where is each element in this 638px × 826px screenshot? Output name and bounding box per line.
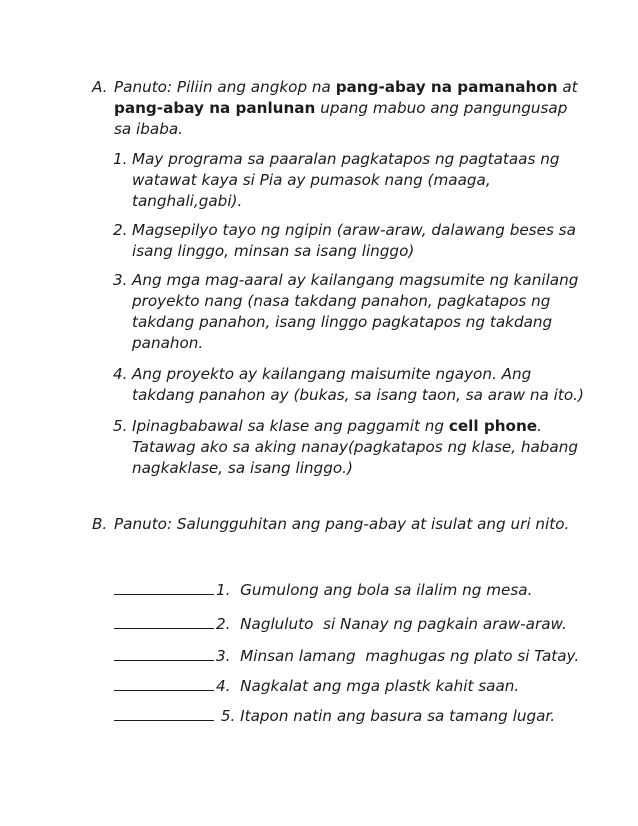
part-b-item-4-text: Nagkalat ang mga plastk kahit saan. [230,677,520,695]
part-a-item-2-number: 2. [113,221,128,239]
part-b-item-5 [114,706,555,727]
answer-blank-3[interactable] [114,646,214,661]
part-b-instruction: Panuto: Salungguhitan ang pang-abay at isulat ang uri nito. [114,515,570,533]
part-b-item-2-number: 2. [216,615,231,633]
part-a-item-1-text: May programa sa paaralan pagkatapos ng pagtataas ng watawat kaya si Pia ay pumasok nang (maaga, tanghali,gabi). [132,150,560,210]
part-a-item-4-text: Ang proyekto ay kailangang maisumite ngayon. Ang takdang panahon ay (bukas, sa isang taon, sa araw na ito.) [132,365,584,404]
part-a-item-1-number: 1. [113,150,128,168]
answer-blank-1[interactable] [114,580,214,595]
part-b-letter: B. [92,515,108,533]
part-a-item-5-text [132,416,584,479]
part-a-item-5-post: . Tatawag ako sa aking nanay(pagkatapos ng klase, habang nagkaklase, sa isang linggo.) [132,417,579,477]
part-b-item-3-text: Minsan lamang maghugas ng plato si Tatay. [230,647,580,665]
part-a-instr-mid: at [557,78,578,96]
part-a-item-3-number: 3. [113,271,128,289]
part-b-item-1-text: Gumulong ang bola sa ilalim ng mesa. [230,581,533,599]
part-b-item-5-text: Itapon natin ang basura sa tamang lugar. [235,707,556,725]
part-b-item-4 [114,676,519,697]
part-b-item-2-text: Nagluluto si Nanay ng pagkain araw-araw. [230,615,567,633]
answer-blank-5[interactable] [114,706,214,721]
bold-pang-abay-pamanahon: pang-abay na pamanahon [335,78,558,96]
part-b-item-3 [114,646,579,667]
answer-blank-2[interactable] [114,614,214,629]
part-b-item-4-number: 4. [216,677,231,695]
part-a-item-2-text: Magsepilyo tayo ng ngipin (araw-araw, dalawang beses sa isang linggo, minsan sa isang linggo) [132,221,576,260]
answer-blank-4[interactable] [114,676,214,691]
part-a-item-4-number: 4. [113,365,128,383]
part-a-instr-post: upang mabuo ang pangungusap sa ibaba. [114,99,568,138]
bold-cell-phone: cell phone [448,417,538,435]
part-a-instr-pre: Panuto: Piliin ang angkop na [114,78,336,96]
part-a-instruction [114,77,584,140]
part-b-item-5-number: 5. [216,707,236,725]
part-b-item-3-number: 3. [216,647,231,665]
part-b-item-1-number: 1. [216,581,231,599]
bold-pang-abay-panlunan: pang-abay na panlunan [114,99,316,117]
part-a-item-3-text: Ang mga mag-aaral ay kailangang magsumite ng kanilang proyekto nang (nasa takdang panahon, pagkatapos ng takdang panahon, isang linggo pagkatapos ng takdang panahon. [132,271,579,352]
part-a-letter: A. [92,78,108,96]
part-a-item-5-pre: Ipinagbabawal sa klase ang paggamit ng [132,417,449,435]
part-a-item-5-number: 5. [113,417,128,435]
part-b-item-1 [114,580,532,601]
part-b-item-2 [114,614,567,635]
